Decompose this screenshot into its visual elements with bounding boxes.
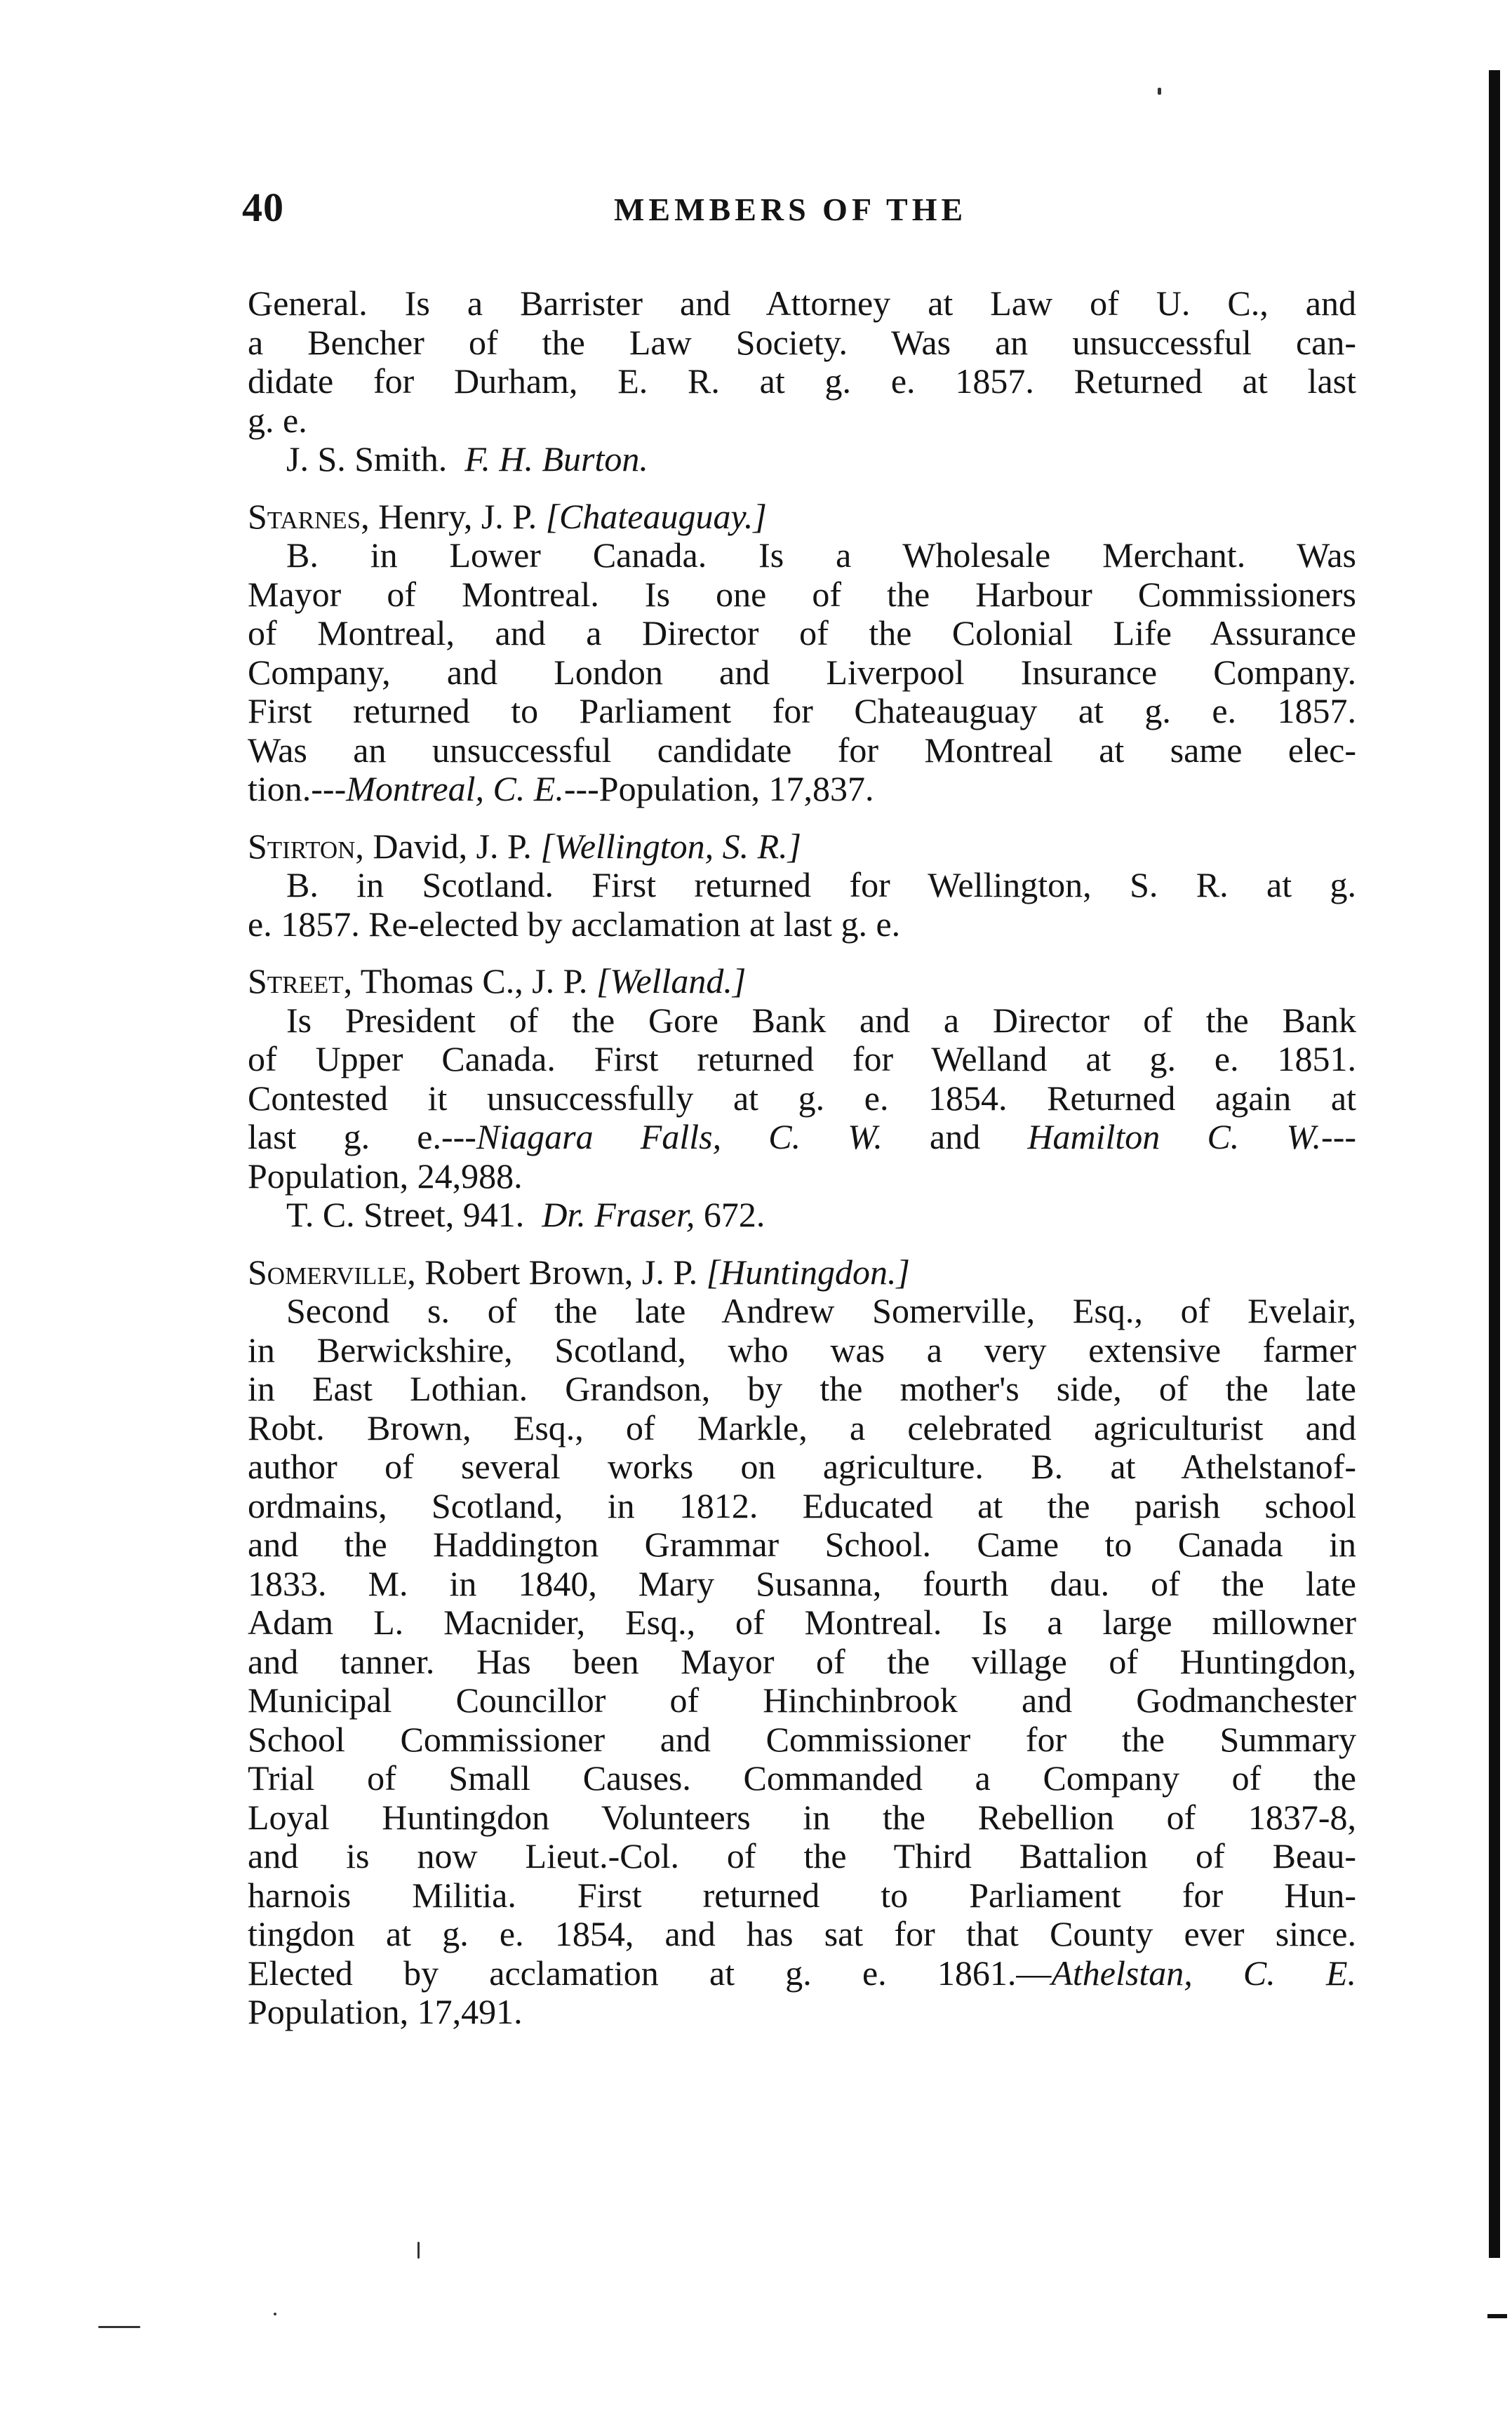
- text-line: [248, 1118, 1356, 1157]
- text-line: Is President of the Gore Bank and a Director of the Bank: [286, 1000, 1356, 1040]
- text-line: First returned to Parliament for Chateauguay at g. e. 1857.: [248, 691, 1356, 730]
- population: Population, 17,491.: [248, 1992, 523, 2031]
- member-given-names: Henry, J. P.: [369, 496, 546, 536]
- entry-stirton: [248, 827, 1356, 944]
- scan-speck: [417, 2242, 420, 2259]
- scan-speck: [274, 2313, 276, 2315]
- text-line: harnois Militia. First returned to Parliament for Hun-: [248, 1875, 1356, 1915]
- page-body: [248, 284, 1356, 2050]
- text-line: Company, and London and Liverpool Insurance Company.: [248, 652, 1356, 692]
- population: ---Population, 17,837.: [563, 769, 874, 808]
- scan-speck: [98, 2326, 140, 2328]
- constituency: [Chateauguay.]: [545, 496, 767, 536]
- text-line: [248, 770, 1356, 809]
- vote-winner: J. S. Smith.: [286, 439, 448, 479]
- text-fragment: and: [882, 1117, 1028, 1156]
- constituency: [Wellington, S. R.]: [540, 826, 802, 866]
- text-line: tingdon at g. e. 1854, and has sat for that County ever since.: [248, 1914, 1356, 1953]
- page-edge-shadow: [1489, 70, 1500, 2258]
- text-line: of Montreal, and a Director of the Colonial Life Assurance: [248, 613, 1356, 653]
- constituency: [Huntingdon.]: [706, 1252, 910, 1292]
- vote-result: [248, 440, 1356, 479]
- text-fragment: tion.---: [248, 769, 347, 808]
- text-line: General. Is a Barrister and Attorney at Law of U. C., and: [248, 283, 1356, 323]
- text-line: and the Haddington Grammar School. Came to Canada in: [248, 1525, 1356, 1564]
- entry-street: [248, 962, 1356, 1235]
- text-line: Municipal Councillor of Hinchinbrook and Godmanchester: [248, 1680, 1356, 1720]
- text-line: 1833. M. in 1840, Mary Susanna, fourth dau. of the late: [248, 1563, 1356, 1603]
- text-line: ordmains, Scotland, in 1812. Educated at the parish school: [248, 1485, 1356, 1525]
- entry-heading: [248, 827, 1356, 867]
- text-line: in Berwickshire, Scotland, who was a very extensive farmer: [248, 1330, 1356, 1370]
- text-line: B. in Scotland. First returned for Wellington, S. R. at g.: [286, 865, 1356, 904]
- constituency: [Welland.]: [596, 961, 747, 1001]
- vote-result: [248, 1196, 1356, 1235]
- running-head: MEMBERS OF THE: [614, 192, 968, 227]
- text-line: of Upper Canada. First returned for Welland at g. e. 1851.: [248, 1039, 1356, 1078]
- text-fragment: ---: [1321, 1117, 1356, 1156]
- text-line: e. 1857. Re-elected by acclamation at last g. e.: [248, 904, 901, 944]
- text-fragment: Elected by acclamation at g. e. 1861.—: [248, 1953, 1052, 1993]
- population: Population, 24,988.: [248, 1156, 523, 1196]
- page-number: 40: [242, 185, 284, 230]
- vote-loser: Dr. Fraser,: [542, 1195, 695, 1234]
- member-given-names: Robert Brown, J. P.: [415, 1252, 707, 1292]
- place-name: Montreal, C. E.: [346, 769, 564, 808]
- text-line: Mayor of Montreal. Is one of the Harbour Commissioners: [248, 574, 1356, 614]
- member-surname: Somerville,: [248, 1252, 416, 1292]
- entry-heading: [248, 497, 1356, 537]
- text-line: Second s. of the late Andrew Somerville, Esq., of Evelair,: [286, 1291, 1356, 1330]
- member-given-names: David, J. P.: [363, 826, 541, 866]
- place-name: Athelstan, C. E.: [1051, 1953, 1356, 1993]
- vote-loser: F. H. Burton.: [464, 439, 648, 479]
- text-line: Contested it unsuccessfully at g. e. 1854. Returned again at: [248, 1078, 1356, 1118]
- text-line: in East Lothian. Grandson, by the mother's side, of the late: [248, 1369, 1356, 1408]
- text-line: didate for Durham, E. R. at g. e. 1857. Returned at last: [248, 361, 1356, 401]
- text-line: School Commissioner and Commissioner for the Summary: [248, 1719, 1356, 1759]
- entry-somerville: [248, 1253, 1356, 2032]
- page-edge-mark: [1487, 2314, 1507, 2318]
- text-line: Was an unsuccessful candidate for Montreal at same elec-: [248, 730, 1356, 770]
- text-line: [248, 1954, 1356, 1993]
- entry-continuation: [248, 284, 1356, 479]
- vote-winner: T. C. Street, 941.: [286, 1195, 525, 1234]
- entry-starnes: [248, 497, 1356, 809]
- text-fragment: last g. e.---: [248, 1117, 476, 1156]
- member-surname: Stirton,: [248, 826, 364, 866]
- place-name: Hamilton C. W.: [1027, 1117, 1322, 1156]
- text-line: a Bencher of the Law Society. Was an unsuccessful can-: [248, 322, 1356, 362]
- text-line: Trial of Small Causes. Commanded a Company of the: [248, 1758, 1356, 1798]
- scan-speck: [1158, 88, 1161, 95]
- entry-heading: [248, 1253, 1356, 1292]
- text-line: Loyal Huntingdon Volunteers in the Rebellion of 1837-8,: [248, 1797, 1356, 1837]
- place-name: Niagara Falls, C. W.: [476, 1117, 883, 1156]
- text-line: Robt. Brown, Esq., of Markle, a celebrated agriculturist and: [248, 1408, 1356, 1447]
- member-surname: Starnes,: [248, 496, 370, 536]
- text-line: B. in Lower Canada. Is a Wholesale Merchant. Was: [286, 535, 1356, 575]
- vote-loser-count: 672.: [695, 1195, 765, 1234]
- text-line: and tanner. Has been Mayor of the village of Huntingdon,: [248, 1641, 1356, 1681]
- text-line: Adam L. Macnider, Esq., of Montreal. Is a large millowner: [248, 1603, 1356, 1642]
- text-line: author of several works on agriculture. B. at Athelstanof-: [248, 1447, 1356, 1486]
- text-line: and is now Lieut.-Col. of the Third Battalion of Beau-: [248, 1836, 1356, 1876]
- member-surname: Street,: [248, 961, 353, 1001]
- member-given-names: Thomas C., J. P.: [352, 961, 596, 1001]
- entry-heading: [248, 962, 1356, 1001]
- text-line: g. e.: [248, 400, 307, 440]
